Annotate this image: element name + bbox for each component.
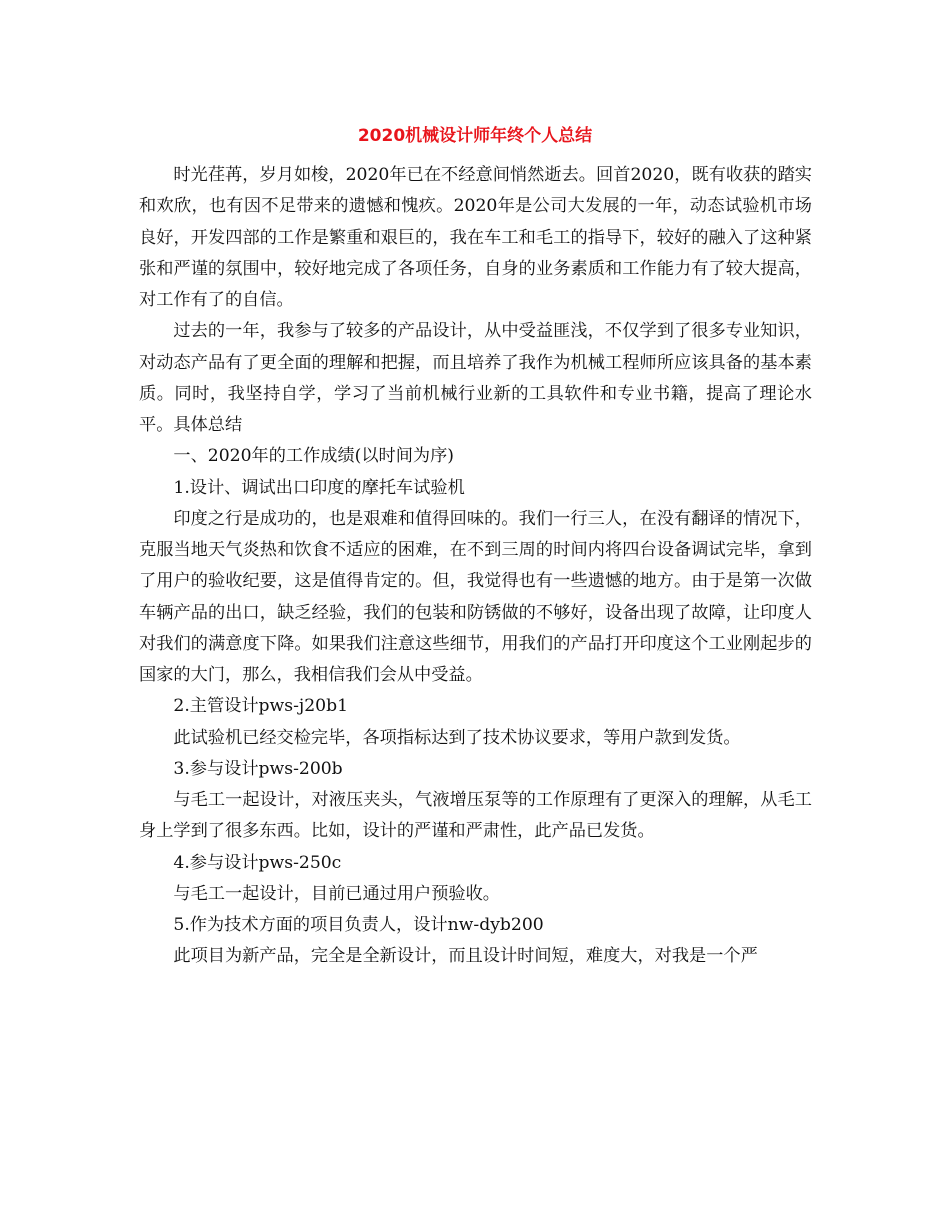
paragraph-item-5: 此项目为新产品，完全是全新设计，而且设计时间短，难度大，对我是一个严 — [173, 946, 758, 967]
paragraph-past-year: 过去的一年，我参与了较多的产品设计，从中受益匪浅，不仅学到了很多专业知识，对动态产品有了更全面的理解和把握，而且培养了我作为机械工程师所应该具备的基本素质。同时，我坚持自学，学习了当前机械行业新的工具软件和专业书籍，提高了理论水平。具体总结 — [139, 321, 812, 435]
document-title: 2020机械设计师年终个人总结 — [357, 126, 593, 146]
paragraph-item-2: 此试验机已经交检完毕，各项指标达到了技术协议要求，等用户款到发货。 — [173, 727, 741, 748]
paragraph-india-trip: 印度之行是成功的，也是艰难和值得回味的。我们一行三人，在没有翻译的情况下，克服当地天气炎热和饮食不适应的困难，在不到三周的时间内将四台设备调试完毕，拿到了用户的验收纪要，这是值得肯定的。但，我觉得也有一些遗憾的地方。由于是第一次做车辆产品的出口，缺乏经验，我们的包装和防锈做的不够好，设备出现了故障，让印度人对我们的满意度下降。如果我们注意这些细节，用我们的产品打开印度这个工业刚起步的国家的大门，那么，我相信我们会从中受益。 — [139, 508, 812, 685]
item-heading-4: 4.参与设计pws-250c — [173, 852, 342, 873]
item-heading-3: 3.参与设计pws-200b — [173, 758, 343, 779]
section-heading-achievements: 一、2020年的工作成绩(以时间为序) — [173, 446, 454, 467]
paragraph-intro: 时光荏苒，岁月如梭，2020年已在不经意间悄然逝去。回首2020，既有收获的踏实和欢欣，也有因不足带来的遗憾和愧疚。2020年是公司大发展的一年，动态试验机市场良好，开发四部的工作是繁重和艰巨的，我在车工和毛工的指导下，较好的融入了这种紧张和严谨的氛围中，较好地完成了各项任务，自身的业务素质和工作能力有了较大提高，对工作有了的自信。 — [139, 165, 812, 310]
document-body — [139, 160, 812, 973]
item-heading-2: 2.主管设计pws-j20b1 — [173, 696, 349, 717]
item-heading-5: 5.作为技术方面的项目负责人，设计nw-dyb200 — [173, 915, 544, 935]
paragraph-item-4: 与毛工一起设计，目前已通过用户预验收。 — [173, 883, 500, 904]
item-heading-1: 1.设计、调试出口印度的摩托车试验机 — [173, 477, 465, 498]
paragraph-item-3: 与毛工一起设计，对液压夹头，气液增压泵等的工作原理有了更深入的理解，从毛工身上学到了很多东西。比如，设计的严谨和严肃性，此产品已发货。 — [139, 790, 812, 842]
